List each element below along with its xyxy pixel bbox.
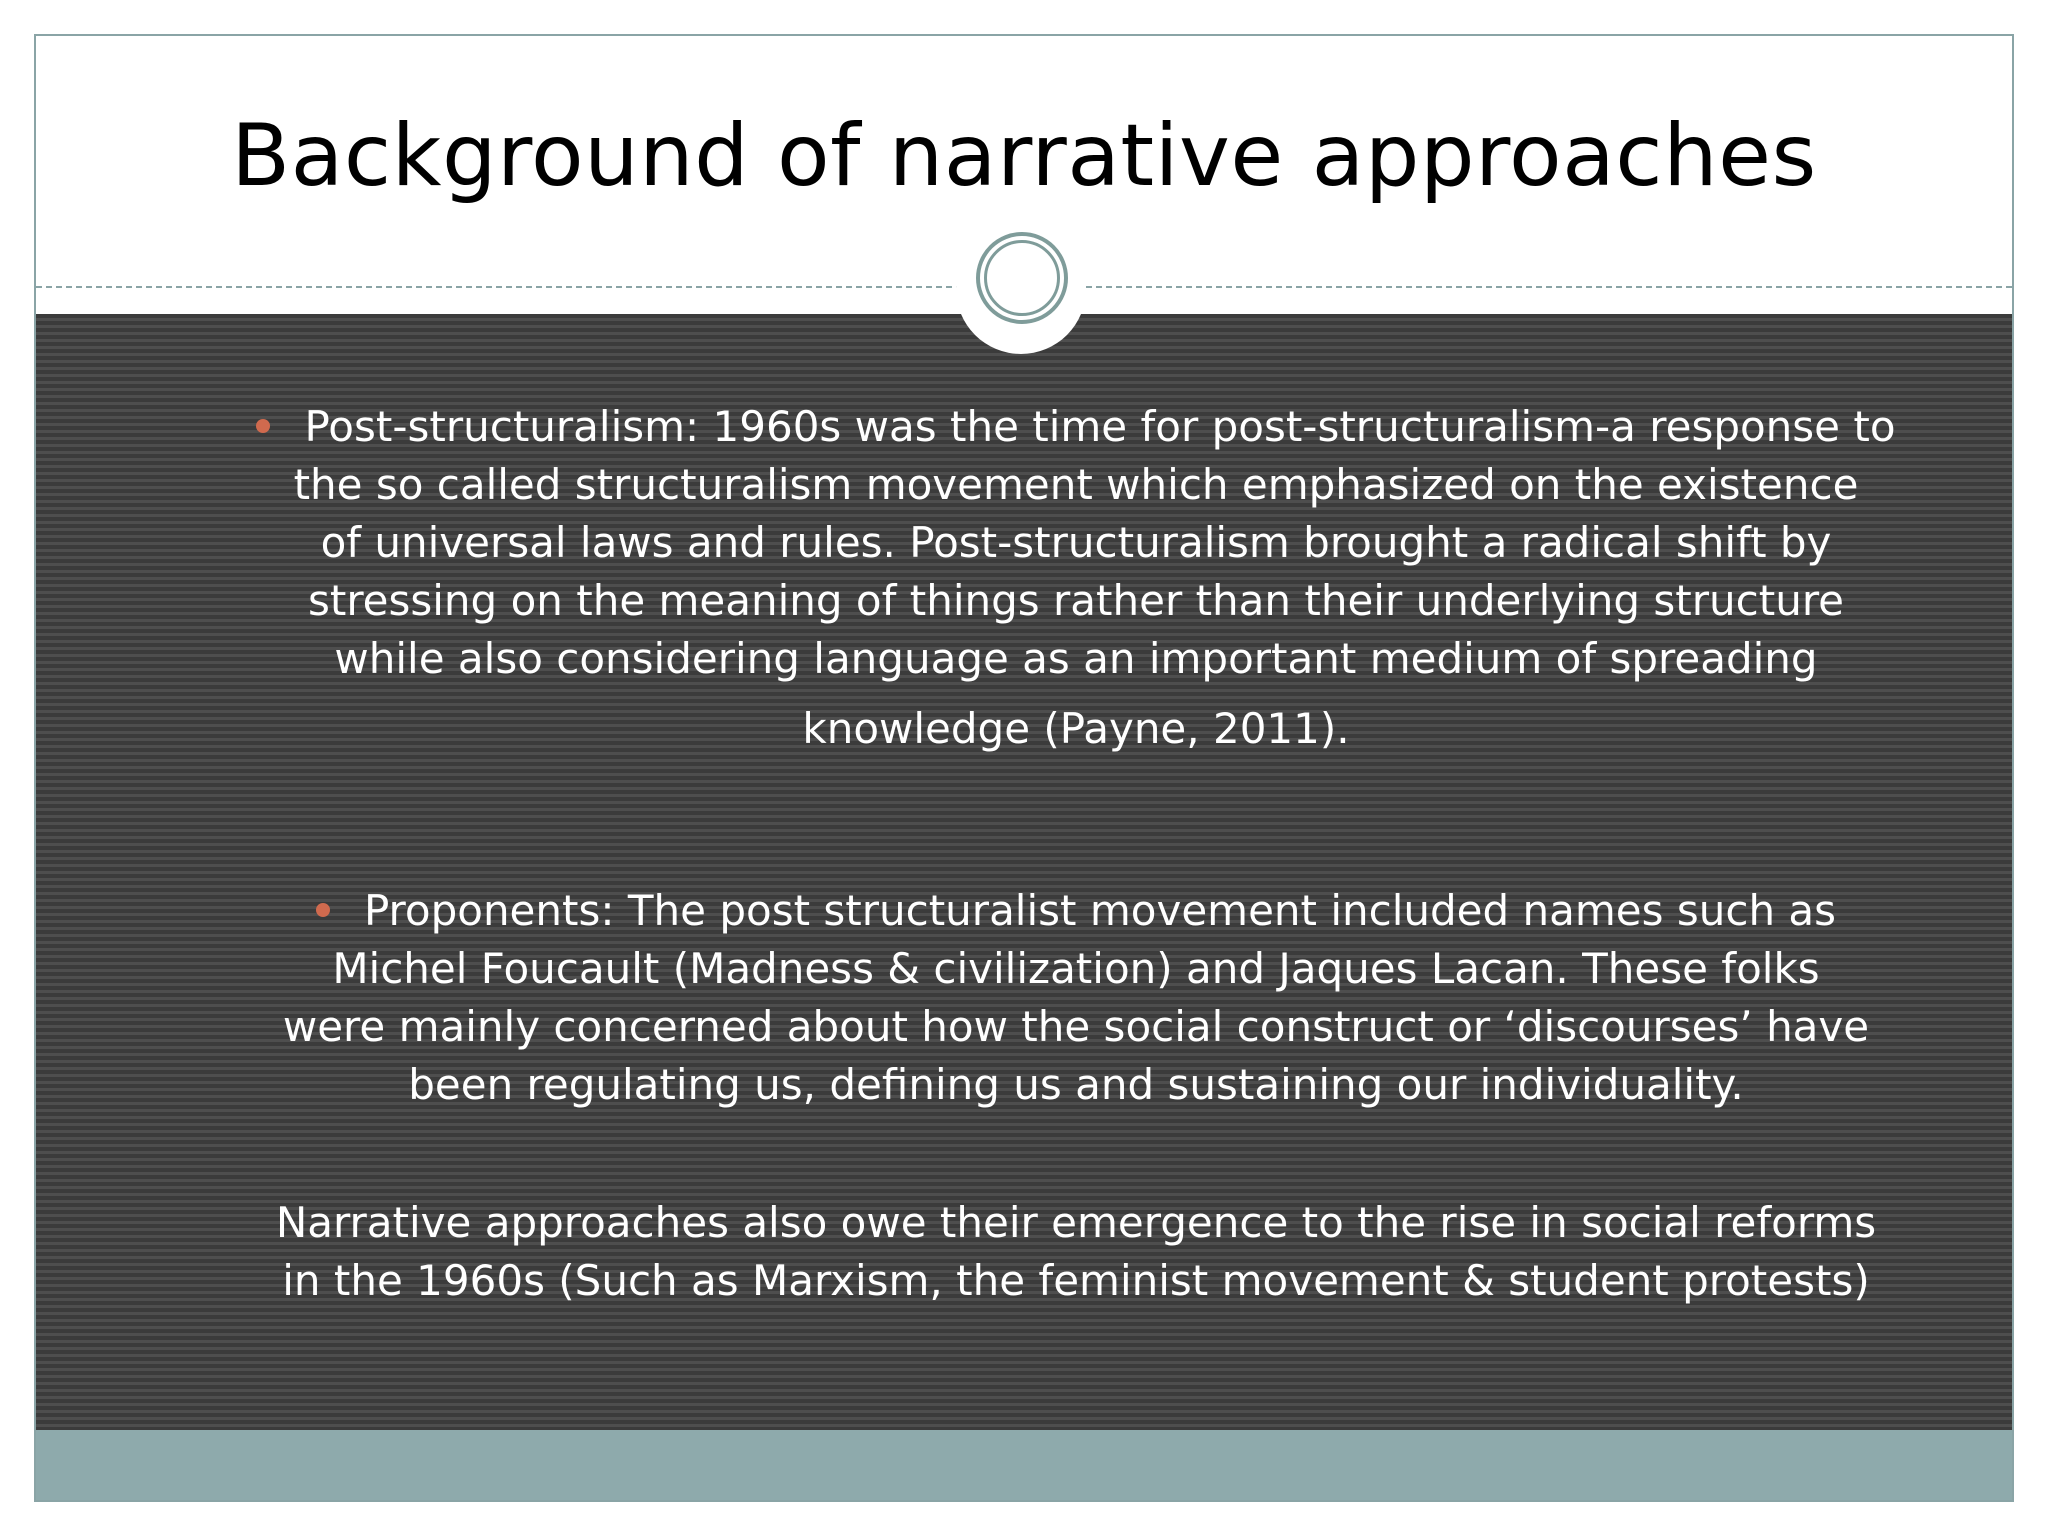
bullet-dot-icon — [316, 903, 330, 917]
closing-line: Narrative approaches also owe their emergence to the rise in social reforms — [275, 1198, 1877, 1247]
bullet-line: Proponents: The post structuralist movement included names such as — [146, 882, 2006, 940]
slide — [34, 34, 2014, 1502]
bullet-line: while also considering language as an important medium of spreading — [334, 634, 1818, 683]
bullet-line: of universal laws and rules. Post-structuralism brought a radical shift by — [320, 518, 1832, 567]
circle-ornament-icon — [976, 232, 1068, 324]
bullet-line: Michel Foucault (Madness & civilization) and Jaques Lacan. These folks — [332, 944, 1820, 993]
bullet-line: the so called structuralism movement which emphasized on the existence — [293, 460, 1859, 509]
bullet-item-proponents — [146, 882, 2006, 1114]
bullet-line: been regulating us, defining us and sustaining our individuality. — [408, 1060, 1744, 1109]
closing-paragraph — [146, 1194, 2006, 1310]
bullet-line: stressing on the meaning of things rather than their underlying structure — [307, 576, 1845, 625]
bullet-line: were mainly concerned about how the social construct or ‘discourses’ have — [282, 1002, 1870, 1051]
closing-line: in the 1960s (Such as Marxism, the feminist movement & student protests) — [282, 1256, 1870, 1305]
slide-title: Background of narrative approaches — [231, 106, 1817, 206]
bullet-item-post-structuralism — [146, 398, 2006, 758]
bullet-line: Post-structuralism: 1960s was the time for post-structuralism-a response to — [146, 398, 2006, 456]
footer-bar — [36, 1430, 2012, 1500]
bullet-dot-icon — [256, 419, 270, 433]
citation-line: knowledge (Payne, 2011). — [802, 704, 1350, 753]
